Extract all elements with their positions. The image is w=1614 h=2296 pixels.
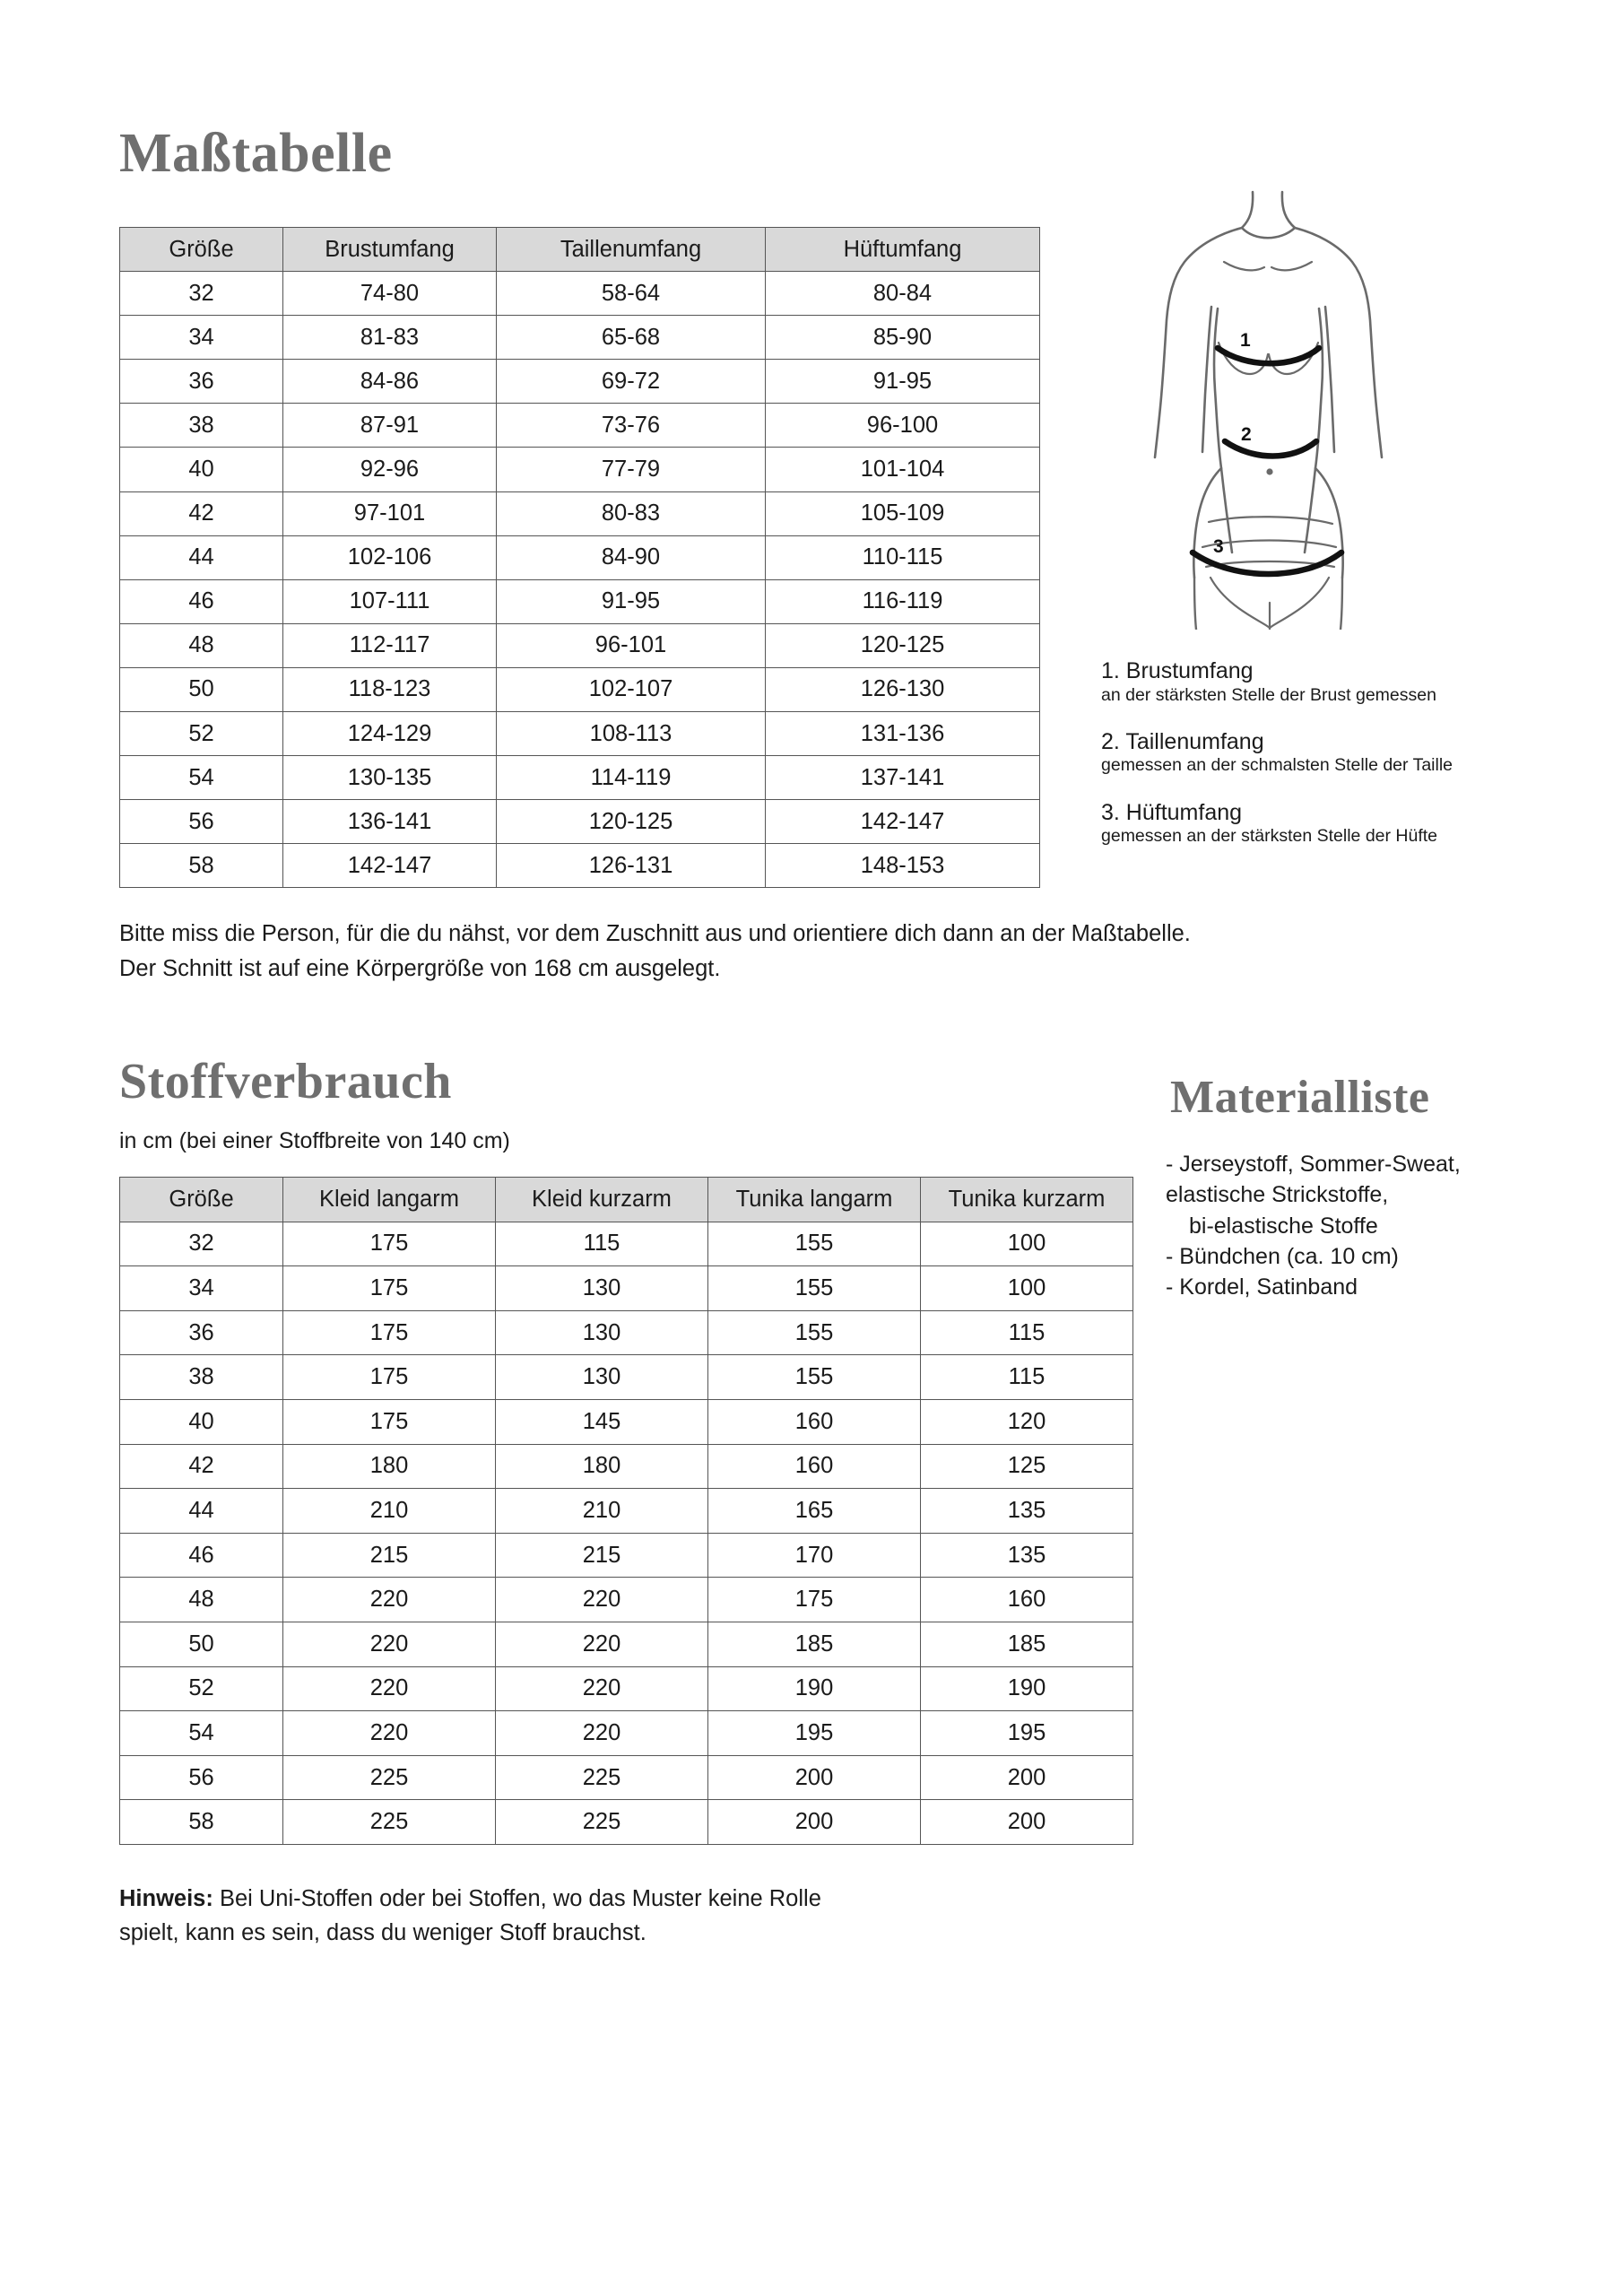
measurement-cell-r2-c3: 91-95 (766, 360, 1040, 404)
fabric-cell-r11-c2: 220 (496, 1711, 708, 1756)
fabric-cell-r7-c4: 135 (921, 1533, 1133, 1578)
fabric-hint-line-1 (119, 1882, 1106, 1916)
table-row (120, 491, 1040, 535)
fabric-cell-r11-c4: 195 (921, 1711, 1133, 1756)
material-list (1166, 1149, 1587, 1302)
column-header-size: Größe (120, 228, 283, 272)
fabric-cell-r3-c1: 175 (283, 1355, 496, 1400)
fabric-cell-r11-c0: 54 (120, 1711, 283, 1756)
table-row (120, 579, 1040, 623)
fabric-hint-note (119, 1882, 1106, 1951)
column-header-waist: Taillenumfang (497, 228, 766, 272)
measurement-cell-r0-c2: 58-64 (497, 272, 766, 316)
fabric-cell-r4-c1: 175 (283, 1399, 496, 1444)
measurement-cell-r0-c1: 74-80 (283, 272, 497, 316)
fabric-cell-r13-c3: 200 (708, 1800, 921, 1845)
fabric-cell-r2-c4: 115 (921, 1310, 1133, 1355)
table-row (120, 316, 1040, 360)
table-row (120, 1666, 1133, 1711)
fabric-cell-r9-c2: 220 (496, 1622, 708, 1666)
material-list-item: - Kordel, Satinband (1166, 1274, 1358, 1300)
measurement-instructions-line-2: Der Schnitt ist auf eine Körpergröße von 168 cm ausgelegt. (119, 955, 721, 981)
measurement-cell-r12-c1: 136-141 (283, 800, 497, 844)
fabric-cell-r10-c0: 52 (120, 1666, 283, 1711)
measurement-table-heading: Maßtabelle (119, 123, 393, 184)
measurement-cell-r6-c1: 102-106 (283, 535, 497, 579)
legend-subtitle-waist: gemessen an der schmalsten Stelle der Taille (1101, 755, 1453, 776)
measurement-cell-r5-c2: 80-83 (497, 491, 766, 535)
table-row (120, 272, 1040, 316)
measurement-cell-r10-c3: 131-136 (766, 712, 1040, 756)
table-row (120, 1578, 1133, 1622)
measurement-cell-r12-c0: 56 (120, 800, 283, 844)
table-row (120, 1533, 1133, 1578)
measurement-cell-r11-c3: 137-141 (766, 756, 1040, 800)
fabric-cell-r1-c2: 130 (496, 1266, 708, 1311)
measurement-instructions (119, 917, 1375, 987)
fabric-cell-r6-c4: 135 (921, 1489, 1133, 1534)
fabric-cell-r4-c0: 40 (120, 1399, 283, 1444)
measurement-cell-r7-c3: 116-119 (766, 579, 1040, 623)
waist-tape (1225, 441, 1316, 457)
measurement-cell-r9-c0: 50 (120, 667, 283, 711)
fabric-usage-table (119, 1177, 1133, 1845)
table-row (120, 1222, 1133, 1266)
fabric-cell-r12-c1: 225 (283, 1755, 496, 1800)
measurement-cell-r2-c0: 36 (120, 360, 283, 404)
measurement-cell-r9-c3: 126-130 (766, 667, 1040, 711)
fabric-cell-r7-c1: 215 (283, 1533, 496, 1578)
fabric-cell-r4-c3: 160 (708, 1399, 921, 1444)
table-row (120, 1399, 1133, 1444)
fabric-cell-r6-c2: 210 (496, 1489, 708, 1534)
material-list-item: elastische Strickstoffe, (1166, 1182, 1389, 1208)
fabric-cell-r5-c0: 42 (120, 1444, 283, 1489)
legend-item-waist (1101, 729, 1567, 777)
measurement-cell-r5-c0: 42 (120, 491, 283, 535)
fabric-cell-r1-c1: 175 (283, 1266, 496, 1311)
column-header-dress-short: Kleid kurzarm (496, 1178, 708, 1222)
table-row (120, 404, 1040, 448)
legend-title-waist: 2. Taillenumfang (1101, 728, 1264, 754)
measurement-cell-r11-c2: 114-119 (497, 756, 766, 800)
table-header-row (120, 1178, 1133, 1222)
measurement-cell-r12-c2: 120-125 (497, 800, 766, 844)
column-header-dress-long: Kleid langarm (283, 1178, 496, 1222)
measurement-cell-r1-c1: 81-83 (283, 316, 497, 360)
fabric-hint-label: Hinweis: (119, 1886, 213, 1911)
fabric-cell-r3-c4: 115 (921, 1355, 1133, 1400)
measurement-cell-r10-c2: 108-113 (497, 712, 766, 756)
legend-title-hip: 3. Hüftumfang (1101, 799, 1243, 825)
table-row (120, 535, 1040, 579)
fabric-cell-r3-c2: 130 (496, 1355, 708, 1400)
measurement-cell-r11-c1: 130-135 (283, 756, 497, 800)
column-header-tunic-short: Tunika kurzarm (921, 1178, 1133, 1222)
legend-item-bust (1101, 658, 1567, 706)
measurement-cell-r5-c1: 97-101 (283, 491, 497, 535)
legend-subtitle-hip: gemessen an der stärksten Stelle der Hüfte (1101, 826, 1438, 847)
fabric-cell-r1-c3: 155 (708, 1266, 921, 1311)
fabric-hint-line-2: spielt, kann es sein, dass du weniger Stoff brauchst. (119, 1920, 646, 1946)
table-row (120, 1711, 1133, 1756)
female-torso-illustration (1128, 172, 1406, 630)
fabric-cell-r9-c3: 185 (708, 1622, 921, 1666)
fabric-cell-r0-c3: 155 (708, 1222, 921, 1266)
fabric-cell-r7-c3: 170 (708, 1533, 921, 1578)
fabric-cell-r10-c4: 190 (921, 1666, 1133, 1711)
measurement-cell-r7-c0: 46 (120, 579, 283, 623)
neck-left-line (1242, 192, 1253, 228)
measurement-instructions-line-1: Bitte miss die Person, für die du nähst, vor dem Zuschnitt aus und orientiere dich dann an der Maßtabelle. (119, 921, 1191, 946)
fabric-cell-r4-c4: 120 (921, 1399, 1133, 1444)
table-row (120, 1355, 1133, 1400)
measurement-cell-r12-c3: 142-147 (766, 800, 1040, 844)
fabric-cell-r13-c4: 200 (921, 1800, 1133, 1845)
measurement-legend (1101, 658, 1567, 848)
measurement-cell-r5-c3: 105-109 (766, 491, 1040, 535)
fabric-cell-r2-c0: 36 (120, 1310, 283, 1355)
measurement-cell-r8-c1: 112-117 (283, 623, 497, 667)
body-measurement-figure (1128, 172, 1406, 630)
fabric-cell-r13-c0: 58 (120, 1800, 283, 1845)
fabric-cell-r9-c0: 50 (120, 1622, 283, 1666)
measurement-cell-r2-c1: 84-86 (283, 360, 497, 404)
legend-subtitle-bust: an der stärksten Stelle der Brust gemessen (1101, 684, 1436, 705)
measurement-cell-r8-c0: 48 (120, 623, 283, 667)
fabric-cell-r4-c2: 145 (496, 1399, 708, 1444)
measurement-cell-r3-c2: 73-76 (497, 404, 766, 448)
fabric-cell-r7-c2: 215 (496, 1533, 708, 1578)
measurement-cell-r4-c2: 77-79 (497, 448, 766, 491)
fabric-cell-r9-c4: 185 (921, 1622, 1133, 1666)
table-row (120, 756, 1040, 800)
fabric-cell-r1-c4: 100 (921, 1266, 1133, 1311)
fabric-cell-r5-c2: 180 (496, 1444, 708, 1489)
table-row (120, 1622, 1133, 1666)
measurement-cell-r13-c3: 148-153 (766, 844, 1040, 888)
fabric-cell-r11-c3: 195 (708, 1711, 921, 1756)
fabric-cell-r12-c2: 225 (496, 1755, 708, 1800)
table-header-row (120, 228, 1040, 272)
fabric-usage-subtitle: in cm (bei einer Stoffbreite von 140 cm) (119, 1128, 510, 1153)
fabric-usage-heading: Stoffverbrauch (119, 1054, 452, 1109)
column-header-size: Größe (120, 1178, 283, 1222)
fabric-cell-r1-c0: 34 (120, 1266, 283, 1311)
fabric-cell-r12-c3: 200 (708, 1755, 921, 1800)
table-row (120, 1800, 1133, 1845)
column-header-tunic-long: Tunika langarm (708, 1178, 921, 1222)
marker-2-label: 2 (1241, 424, 1252, 445)
fabric-hint-line-1-text: Bei Uni-Stoffen oder bei Stoffen, wo das Muster keine Rolle (213, 1886, 821, 1911)
table-row (120, 1755, 1133, 1800)
measurement-cell-r6-c3: 110-115 (766, 535, 1040, 579)
material-list-item: bi-elastische Stoffe (1189, 1213, 1378, 1239)
measurement-cell-r1-c3: 85-90 (766, 316, 1040, 360)
fabric-cell-r0-c4: 100 (921, 1222, 1133, 1266)
fabric-cell-r3-c3: 155 (708, 1355, 921, 1400)
measurement-cell-r6-c0: 44 (120, 535, 283, 579)
measurement-cell-r2-c2: 69-72 (497, 360, 766, 404)
measurement-cell-r6-c2: 84-90 (497, 535, 766, 579)
fabric-cell-r8-c3: 175 (708, 1578, 921, 1622)
material-list-item: - Bündchen (ca. 10 cm) (1166, 1243, 1399, 1269)
table-row (120, 800, 1040, 844)
measurement-cell-r3-c1: 87-91 (283, 404, 497, 448)
fabric-cell-r12-c0: 56 (120, 1755, 283, 1800)
fabric-cell-r10-c1: 220 (283, 1666, 496, 1711)
material-list-item: - Jerseystoff, Sommer-Sweat, (1166, 1152, 1461, 1177)
fabric-cell-r13-c1: 225 (283, 1800, 496, 1845)
column-header-hip: Hüftumfang (766, 228, 1040, 272)
fabric-cell-r10-c2: 220 (496, 1666, 708, 1711)
fabric-cell-r6-c3: 165 (708, 1489, 921, 1534)
fabric-cell-r0-c1: 175 (283, 1222, 496, 1266)
table-row (120, 623, 1040, 667)
fabric-cell-r0-c0: 32 (120, 1222, 283, 1266)
measurement-cell-r3-c0: 38 (120, 404, 283, 448)
table-row (120, 360, 1040, 404)
measurement-cell-r0-c0: 32 (120, 272, 283, 316)
fabric-cell-r0-c2: 115 (496, 1222, 708, 1266)
fabric-cell-r2-c2: 130 (496, 1310, 708, 1355)
fabric-cell-r8-c1: 220 (283, 1578, 496, 1622)
material-list-heading: Materialliste (1170, 1072, 1430, 1123)
fabric-cell-r5-c1: 180 (283, 1444, 496, 1489)
measurement-cell-r8-c3: 120-125 (766, 623, 1040, 667)
measurement-cell-r9-c2: 102-107 (497, 667, 766, 711)
table-row (120, 448, 1040, 491)
measurement-cell-r7-c2: 91-95 (497, 579, 766, 623)
marker-1-label: 1 (1240, 330, 1251, 351)
fabric-cell-r8-c2: 220 (496, 1578, 708, 1622)
measurement-cell-r11-c0: 54 (120, 756, 283, 800)
measurement-cell-r8-c2: 96-101 (497, 623, 766, 667)
measurement-cell-r13-c2: 126-131 (497, 844, 766, 888)
measurement-cell-r4-c0: 40 (120, 448, 283, 491)
column-header-bust: Brustumfang (283, 228, 497, 272)
measurement-cell-r1-c0: 34 (120, 316, 283, 360)
measurement-cell-r4-c1: 92-96 (283, 448, 497, 491)
measurement-cell-r9-c1: 118-123 (283, 667, 497, 711)
fabric-cell-r8-c4: 160 (921, 1578, 1133, 1622)
measurement-cell-r4-c3: 101-104 (766, 448, 1040, 491)
measurement-cell-r10-c0: 52 (120, 712, 283, 756)
measurement-table (119, 227, 1040, 888)
fabric-cell-r8-c0: 48 (120, 1578, 283, 1622)
fabric-cell-r5-c3: 160 (708, 1444, 921, 1489)
fabric-cell-r12-c4: 200 (921, 1755, 1133, 1800)
table-row (120, 667, 1040, 711)
fabric-cell-r3-c0: 38 (120, 1355, 283, 1400)
measurement-cell-r13-c1: 142-147 (283, 844, 497, 888)
marker-3-label: 3 (1213, 536, 1224, 557)
measurement-cell-r10-c1: 124-129 (283, 712, 497, 756)
table-row (120, 1489, 1133, 1534)
fabric-cell-r10-c3: 190 (708, 1666, 921, 1711)
measurement-cell-r0-c3: 80-84 (766, 272, 1040, 316)
table-row (120, 712, 1040, 756)
fabric-cell-r2-c3: 155 (708, 1310, 921, 1355)
fabric-cell-r2-c1: 175 (283, 1310, 496, 1355)
table-row (120, 1310, 1133, 1355)
measurement-cell-r7-c1: 107-111 (283, 579, 497, 623)
fabric-cell-r7-c0: 46 (120, 1533, 283, 1578)
fabric-cell-r6-c0: 44 (120, 1489, 283, 1534)
measurement-cell-r1-c2: 65-68 (497, 316, 766, 360)
fabric-cell-r5-c4: 125 (921, 1444, 1133, 1489)
table-row (120, 844, 1040, 888)
fabric-cell-r11-c1: 220 (283, 1711, 496, 1756)
legend-title-bust: 1. Brustumfang (1101, 658, 1254, 683)
fabric-cell-r9-c1: 220 (283, 1622, 496, 1666)
measurement-cell-r13-c0: 58 (120, 844, 283, 888)
table-row (120, 1266, 1133, 1311)
legend-item-hip (1101, 800, 1567, 848)
fabric-cell-r6-c1: 210 (283, 1489, 496, 1534)
fabric-cell-r13-c2: 225 (496, 1800, 708, 1845)
table-row (120, 1444, 1133, 1489)
measurement-cell-r3-c3: 96-100 (766, 404, 1040, 448)
